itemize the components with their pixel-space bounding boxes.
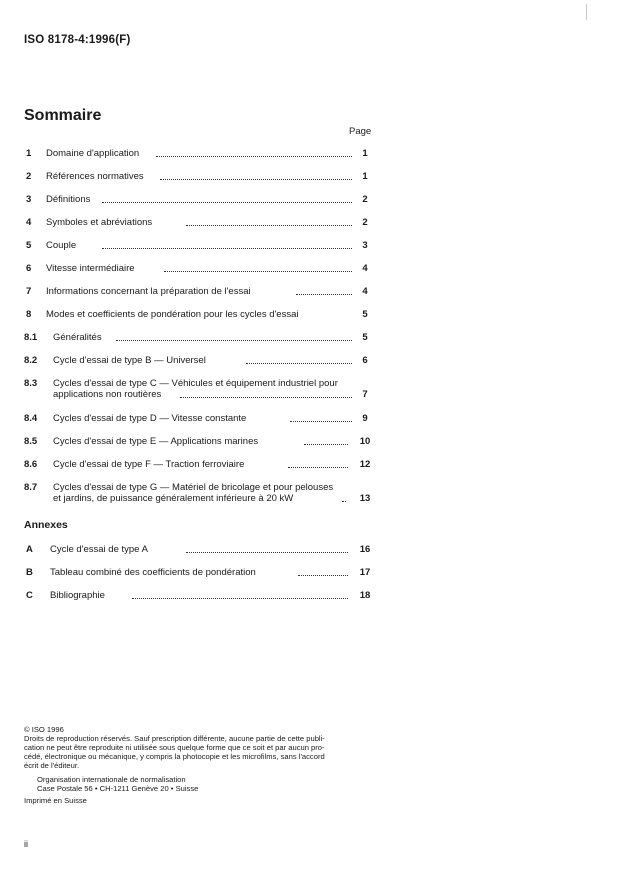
- printed-in: Imprimé en Suisse: [24, 796, 87, 805]
- toc-number: 8.5: [24, 436, 38, 447]
- leader-dots: [296, 293, 352, 295]
- toc-entry-8-4[interactable]: [0, 413, 622, 428]
- rights-line-2: cation ne peut être reproduite ni utilisée sous quelque forme que ce soit et par aucun pro-: [24, 743, 325, 752]
- toc-number: 8: [26, 309, 32, 320]
- toc-number: 2: [26, 171, 32, 182]
- toc-entry-6[interactable]: [0, 263, 622, 278]
- toc-number: 1: [26, 148, 32, 159]
- toc-page: 4: [362, 286, 368, 297]
- toc-number: 8.6: [24, 459, 38, 470]
- annex-label: Cycle d'essai de type A: [50, 544, 148, 555]
- toc-page: 7: [362, 389, 368, 400]
- rights-line-3: cédé, électronique ou mécanique, y compris la photocopie et les microfilms, sans l'accord: [24, 752, 325, 761]
- annex-label: Tableau combiné des coefficients de pondération: [50, 567, 256, 578]
- toc-label: Cycles d'essai de type G — Matériel de bricolage et pour pelouses: [53, 482, 334, 493]
- annex-letter: C: [26, 590, 33, 601]
- toc-page: 1: [362, 171, 368, 182]
- page-column-label: Page: [349, 126, 372, 137]
- toc-entry-8-6[interactable]: [0, 459, 622, 474]
- toc-page: 1: [362, 148, 368, 159]
- toc-number: 8.4: [24, 413, 38, 424]
- toc-entry-5[interactable]: [0, 240, 622, 255]
- toc-page: 6: [362, 355, 368, 366]
- page-number: ii: [24, 839, 28, 849]
- toc-label: Définitions: [46, 194, 91, 205]
- toc-label: Cycles d'essai de type E — Applications marines: [53, 436, 259, 447]
- toc-page: 12: [359, 459, 371, 470]
- toc-entry-8-1[interactable]: [0, 332, 622, 347]
- leader-dots: [164, 270, 352, 272]
- leader-dots: [288, 466, 348, 468]
- leader-dots: [342, 500, 346, 502]
- toc-label: Cycle d'essai de type B — Universel: [53, 355, 206, 366]
- organization-address: Case Postale 56 • CH-1211 Genève 20 • Suisse: [37, 784, 199, 793]
- toc-entry-8-5[interactable]: [0, 436, 622, 451]
- toc-entry-7[interactable]: [0, 286, 622, 301]
- toc-label: Cycles d'essai de type C — Véhicules et équipement industriel pour: [53, 378, 338, 389]
- toc-entry-8-3[interactable]: [0, 378, 622, 404]
- annex-entry-b[interactable]: [0, 567, 622, 582]
- toc-entry-8-2[interactable]: [0, 355, 622, 370]
- copyright-line: © ISO 1996: [24, 725, 64, 734]
- annex-entry-a[interactable]: [0, 544, 622, 559]
- toc-number: 5: [26, 240, 32, 251]
- toc-page: 13: [359, 493, 371, 504]
- toc-label: Cycle d'essai de type F — Traction ferroviaire: [53, 459, 245, 470]
- toc-label-continued: applications non routières: [53, 389, 162, 400]
- leader-dots: [290, 420, 352, 422]
- toc-page: 2: [362, 194, 368, 205]
- toc-label: Modes et coefficients de pondération pour les cycles d'essai: [46, 309, 299, 320]
- scan-mark: [586, 4, 587, 20]
- toc-entry-2[interactable]: [0, 171, 622, 186]
- toc-number: 6: [26, 263, 32, 274]
- toc-number: 8.3: [24, 378, 38, 389]
- rights-line-1: Droits de reproduction réservés. Sauf prescription différente, aucune partie de cette publi-: [24, 734, 325, 743]
- toc-entry-8-7[interactable]: [0, 482, 622, 508]
- annex-entry-c[interactable]: [0, 590, 622, 605]
- leader-dots: [246, 362, 352, 364]
- toc-page: 5: [362, 309, 368, 320]
- leader-dots: [186, 224, 352, 226]
- toc-number: 7: [26, 286, 32, 297]
- toc-page: 2: [362, 217, 368, 228]
- toc-label: Vitesse intermédiaire: [46, 263, 135, 274]
- document-id: ISO 8178-4:1996(F): [24, 34, 131, 46]
- toc-page: 5: [362, 332, 368, 343]
- toc-entry-8[interactable]: [0, 309, 622, 324]
- toc-page: 9: [362, 413, 368, 424]
- leader-dots: [102, 201, 352, 203]
- toc-label: Symboles et abréviations: [46, 217, 153, 228]
- toc-label: Couple: [46, 240, 77, 251]
- toc-number: 4: [26, 217, 32, 228]
- toc-label: Généralités: [53, 332, 102, 343]
- page-title: Sommaire: [24, 107, 102, 124]
- toc-number: 8.2: [24, 355, 38, 366]
- leader-dots: [186, 551, 348, 553]
- toc-label: Références normatives: [46, 171, 144, 182]
- leader-dots: [304, 443, 348, 445]
- toc-number: 3: [26, 194, 32, 205]
- toc-label: Cycles d'essai de type D — Vitesse constante: [53, 413, 247, 424]
- annexes-heading: Annexes: [24, 519, 68, 531]
- annex-letter: B: [26, 567, 33, 578]
- toc-page: 4: [362, 263, 368, 274]
- annex-label: Bibliographie: [50, 590, 105, 601]
- toc-number: 8.1: [24, 332, 38, 343]
- annex-letter: A: [26, 544, 33, 555]
- leader-dots: [132, 597, 348, 599]
- leader-dots: [102, 247, 352, 249]
- annex-page: 16: [359, 544, 371, 555]
- toc-entry-3[interactable]: [0, 194, 622, 209]
- annex-page: 17: [359, 567, 371, 578]
- toc-number: 8.7: [24, 482, 38, 493]
- annex-page: 18: [359, 590, 371, 601]
- toc-label-continued: et jardins, de puissance généralement inférieure à 20 kW: [53, 493, 294, 504]
- toc-label: Informations concernant la préparation de l'essai: [46, 286, 251, 297]
- toc-label: Domaine d'application: [46, 148, 140, 159]
- toc-entry-1[interactable]: [0, 148, 622, 163]
- leader-dots: [160, 178, 352, 180]
- leader-dots: [116, 339, 352, 341]
- leader-dots: [180, 396, 352, 398]
- leader-dots: [156, 155, 352, 157]
- toc-page: 3: [362, 240, 368, 251]
- organization-name: Organisation internationale de normalisation: [37, 775, 186, 784]
- toc-entry-4[interactable]: [0, 217, 622, 232]
- rights-line-4: écrit de l'éditeur.: [24, 761, 80, 770]
- leader-dots: [298, 574, 348, 576]
- toc-page: 10: [359, 436, 371, 447]
